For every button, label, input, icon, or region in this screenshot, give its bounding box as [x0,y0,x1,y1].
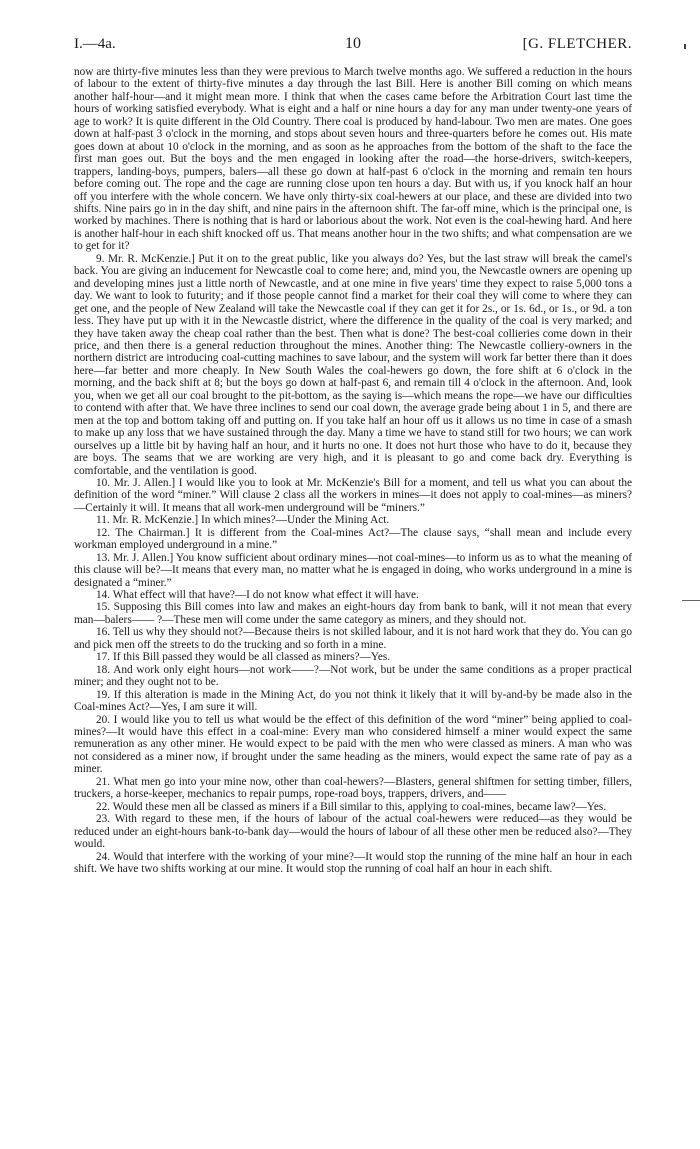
body-text [74,66,632,875]
paragraph-q16: 16. Tell us why they should not?—Because theirs is not skilled labour, and it is not hard work that they do. You can go and pick men off the streets to do the trucking and so forth in a mine. [74,626,632,651]
paragraph-q22: 22. Would these men all be classed as miners if a Bill similar to this, applying to coal-mines, became law?—Yes. [96,800,607,813]
page-header [74,34,632,56]
document-reference: I.—4a. [74,36,116,52]
paragraph-q20: 20. I would like you to tell us what would be the effect of this definition of the word “miner” being applied to coal-mines?—It would have this effect in a coal-mine: Every man who considered himself a miner would expect the same remuneration as any other miner. He would expect to be paid with the men who were classed as miners. A man who was not considered as a miner now, if brought under the same heading as the miners, would expect the same rate of pay as a miner. [74,713,632,776]
paragraph-q19: 19. If this alteration is made in the Mining Act, do you not think it likely that it will by-and-by be made also in the Coal-mines Act?—Yes, I am sure it will. [74,688,632,714]
document-page [74,34,632,1124]
page-number: 10 [345,35,361,52]
paragraph-q14: 14. What effect will that have?—I do not know what effect it will have. [96,589,419,602]
paragraph-q13: 13. Mr. J. Allen.] You know sufficient about ordinary mines—not coal-mines—to inform us as to what the meaning of this clause will be?—It means that every man, no matter what he is engaged in doing, who works underground in a mine is designated a “miner.” [74,551,632,589]
paragraph-q9: 9. Mr. R. McKenzie.] Put it on to the great public, like you always do? Yes, but the last straw will break the camel's back. You are giving an inducement for Newcastle coal to come here; and, mind you, the Newcastle owners are opening up and developing mines just a little north of Newcastle, and at one mine in five years' time they expect to raise 5,000 tons a day. We want to look to futurity; and if those people cannot find a market for their coal they will come to where they can get one, and the people of New Zealand will take the Newcastle coal if they can get it for 2s., or 1s. 6d., or 1s., or 9d. a ton less. They have put up with it in the Newcastle district, where the difference in the quality of the coal is very marked; and they have taken away the cheap coal rather than the best. Then what is done? The best-coal collieries come down in their price, and then there is a general reduction throughout the mines. Another thing: The Newcastle colliery-owners in the northern district are introducing coal-cutting machines to save labour, and the system will work far better there than it does here—far better and more cheaply. In New South Wales the coal-hewers go down, the fore shift at 6 o'clock in the morning, and the back shift at 8; but the boys go down at half-past 6, and remain till 4 o'clock in the afternoon. And, look you, when we get all our coal brought to the pit-bottom, as the saying is—which means the rope—we have our difficulties to contend with after that. We have three inclines to send our coal down, the average grade being about 1 in 5, and there are men at the top and bottom taking off and putting on. If you take half an hour off us it allows us no time in case of a smash to make up any loss that we have sustained through the day. Many a time we have to stand still for two hours; we can work ourselves up a little bit by having half an hour, and it hurts no one. It does not hurt those who have to do it, because they are boys. The seams that we are working are very high, and it is pleasant to go and come back dry. Everything is comfortable, and the ventilation is good. [74,252,632,477]
paragraph-q17: 17. If this Bill passed they would be all classed as miners?—Yes. [96,651,391,664]
paragraph-q24: 24. Would that interfere with the working of your mine?—It would stop the running of the mine half an hour in each shift. We have two shifts working at our mine. It would stop the running of coal half an hour in each shift. [74,850,632,875]
paragraph-q12: 12. The Chairman.] It is different from the Coal-mines Act?—The clause says, “shall mean and include every workman employed underground in a mine.” [74,526,632,552]
corner-mark [684,44,686,49]
paragraph-q23: 23. With regard to these men, if the hours of labour of the actual coal-hewers were reduced—as they would be reduced under an eight-hours bank-to-bank day—would the hours of labour of all these other men be reduced also?—They would. [74,813,632,851]
margin-mark [682,600,700,601]
paragraph-q18: 18. And work only eight hours—not work——?—Not work, but be under the same conditions as a proper practical miner; and they ought not to be. [74,663,632,689]
paragraph-q11: 11. Mr. R. McKenzie.] In which mines?—Under the Mining Act. [96,514,390,527]
witness-name: [G. FLETCHER. [522,36,632,52]
paragraph-q15: 15. Supposing this Bill comes into law and makes an eight-hours day from bank to bank, will it not mean that every man—balers—— ?—These men will come under the same category as miners, and they should not. [74,601,632,626]
paragraph-q10: 10. Mr. J. Allen.] I would like you to look at Mr. McKenzie's Bill for a moment, and tell us what you can about the definition of the word “miner.” Will clause 2 class all the workers in mines—it does not apply to coal-mines—as miners?—Certainly it will. It means that all work-men underground will be “miners.” [74,476,632,514]
paragraph-continuation: now are thirty-five minutes less than they were previous to March twelve months ago. We suffered a reduction in the hours of labour to the extent of thirty-five minutes a day through the last Bill. Here is another Bill coming on which means another half-hour—and it might mean more. I think that when the cases came before the Arbitration Court last time the hours of working satisfied everybody. What is eight and a half or nine hours a day for any man under twenty-one years of age to work? It is quite different in the Old Country. There coal is produced by hand-labour. Two men are mates. One goes down at half-past 3 o'clock in the morning, and stops about seven hours and three-quarters before he comes out. His mate goes down at about 10 o'clock in the morning, and as soon as he approaches from the bottom of the shaft to the face the first man goes out. But the boys and the men engaged in looking after the road—the horse-drivers, switch-keepers, trappers, landing-boys, pumpers, balers—all these go down at half-past 6 o'clock in the morning and remain ten hours before coming out. The rope and the cage are running close upon ten hours a day. But with us, if you knock half an hour off you interfere with the whole concern. We have only thirty-six coal-hewers at our place, and these are divided into two shifts. Nine pairs go in in the day shift, and nine pairs in the afternoon shift. The far-off mine, which is the principal one, is worked by machines. There is nothing that is hard or laborious about the work. Not even is the coal-hewing hard. And here is another half-hour in each shift knocked off us. That means another hour in the two shifts; and what compensation are we to get for it? [74,66,632,253]
paragraph-q21: 21. What men go into your mine now, other than coal-hewers?—Blasters, general shiftmen for setting timber, fillers, truckers, a horse-keeper, mechanics to repair pumps, rope-road boys, trappers, drivers, and—— [74,775,632,801]
